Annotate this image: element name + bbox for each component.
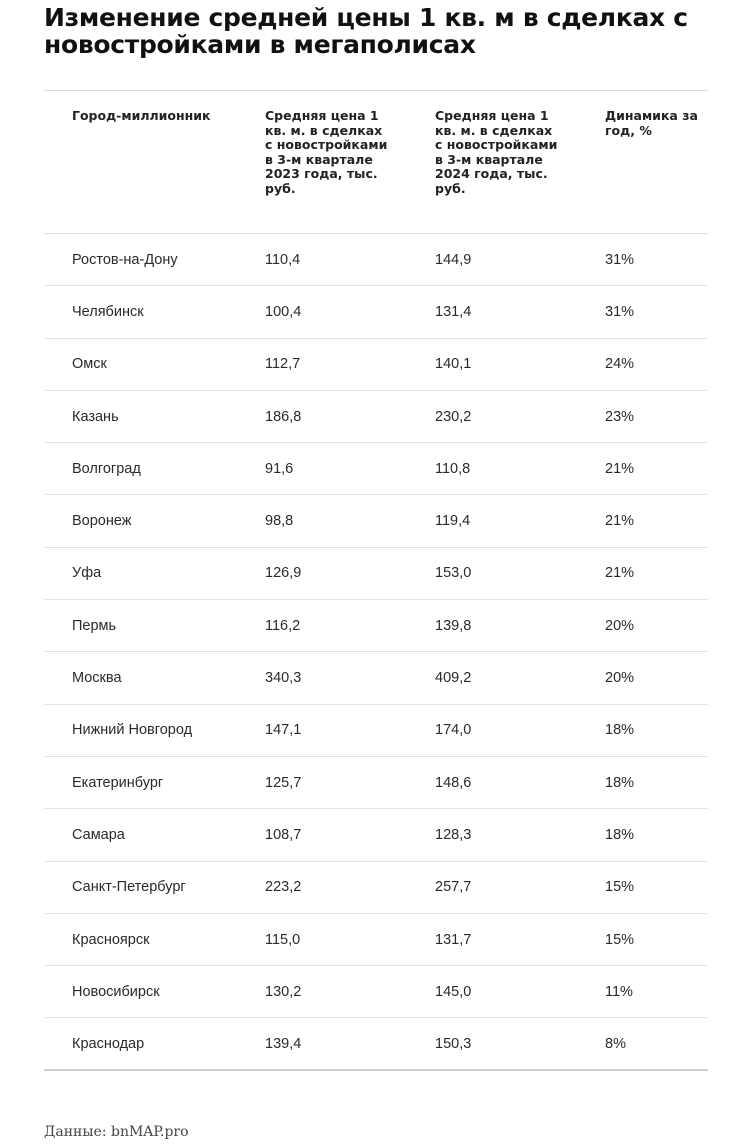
table-row <box>44 809 708 861</box>
table-row <box>44 391 708 443</box>
cell-price-2024: 150,3 <box>435 1035 472 1052</box>
table-row <box>44 1018 708 1070</box>
cell-dynamics: 11% <box>605 983 633 1000</box>
cell-dynamics: 15% <box>605 931 635 948</box>
cell-price-2023: 139,4 <box>265 1035 302 1052</box>
cell-dynamics: 24% <box>605 356 635 373</box>
cell-dynamics: 23% <box>605 408 635 425</box>
cell-price-2024: 257,7 <box>435 879 472 896</box>
table-row <box>44 286 708 338</box>
cell-price-2024: 409,2 <box>435 670 472 687</box>
cell-price-2024: 139,8 <box>435 617 472 634</box>
cell-price-2024: 140,1 <box>435 356 472 373</box>
table-row <box>44 495 708 547</box>
header-price-2024: Средняя цена 1 кв. м. в сделках с новостройками в 3-м квартале 2024 года, тыс. руб. <box>435 108 558 196</box>
cell-city: Красноярск <box>72 931 150 948</box>
cell-city: Пермь <box>72 617 117 634</box>
cell-price-2023: 223,2 <box>265 879 302 896</box>
header-city: Город-миллионник <box>72 108 211 123</box>
cell-price-2024: 144,9 <box>435 251 472 268</box>
header-price-2023: Средняя цена 1 кв. м. в сделках с новостройками в 3-м квартале 2023 года, тыс. руб. <box>265 108 388 196</box>
cell-city: Самара <box>72 826 125 843</box>
table-row <box>44 705 708 757</box>
cell-dynamics: 31% <box>605 251 635 268</box>
cell-city: Воронеж <box>72 513 132 530</box>
cell-price-2023: 112,7 <box>265 356 301 373</box>
table-row <box>44 234 708 286</box>
cell-city: Москва <box>72 670 122 687</box>
cell-dynamics: 18% <box>605 774 635 791</box>
cell-price-2024: 153,0 <box>435 565 472 582</box>
cell-price-2024: 119,4 <box>435 513 471 530</box>
cell-price-2023: 115,0 <box>265 931 301 948</box>
header-dynamics: Динамика за год, % <box>605 108 698 138</box>
cell-city: Челябинск <box>72 303 144 320</box>
price-table <box>44 90 708 1071</box>
cell-price-2023: 147,1 <box>265 722 302 739</box>
cell-price-2023: 116,2 <box>265 617 301 634</box>
cell-price-2023: 130,2 <box>265 983 302 1000</box>
cell-price-2024: 110,8 <box>435 460 471 477</box>
table-row <box>44 914 708 966</box>
cell-dynamics: 18% <box>605 722 635 739</box>
cell-city: Казань <box>72 408 119 425</box>
table-row <box>44 862 708 914</box>
cell-dynamics: 21% <box>605 513 635 530</box>
cell-city: Уфа <box>72 565 102 582</box>
data-source: Данные: bnMAP.pro <box>44 1124 189 1140</box>
cell-city: Нижний Новгород <box>72 722 193 739</box>
cell-price-2023: 186,8 <box>265 408 302 425</box>
cell-dynamics: 20% <box>605 670 635 687</box>
cell-price-2023: 340,3 <box>265 670 302 687</box>
cell-city: Омск <box>72 356 107 373</box>
cell-price-2023: 110,4 <box>265 251 301 268</box>
cell-price-2024: 131,7 <box>435 931 472 948</box>
cell-price-2024: 128,3 <box>435 826 472 843</box>
table-header <box>44 90 708 234</box>
table-body <box>44 234 708 1071</box>
table-row <box>44 652 708 704</box>
cell-dynamics: 21% <box>605 565 635 582</box>
page-title: Изменение средней цены 1 кв. м в сделках с новостройками в мегаполисах <box>44 3 688 59</box>
cell-price-2023: 98,8 <box>265 513 294 530</box>
table-row <box>44 339 708 391</box>
cell-dynamics: 31% <box>605 303 635 320</box>
cell-price-2024: 230,2 <box>435 408 472 425</box>
cell-dynamics: 18% <box>605 826 635 843</box>
cell-city: Санкт-Петербург <box>72 879 186 896</box>
cell-dynamics: 20% <box>605 617 635 634</box>
cell-price-2023: 125,7 <box>265 774 302 791</box>
cell-price-2024: 174,0 <box>435 722 472 739</box>
cell-dynamics: 8% <box>605 1035 626 1052</box>
cell-city: Екатеринбург <box>72 774 164 791</box>
cell-price-2024: 145,0 <box>435 983 472 1000</box>
cell-price-2023: 126,9 <box>265 565 302 582</box>
table-row <box>44 757 708 809</box>
cell-price-2024: 148,6 <box>435 774 472 791</box>
table-row <box>44 966 708 1018</box>
table-row <box>44 443 708 495</box>
cell-price-2023: 91,6 <box>265 460 294 477</box>
table-row <box>44 548 708 600</box>
cell-city: Краснодар <box>72 1035 145 1052</box>
cell-dynamics: 21% <box>605 460 635 477</box>
cell-city: Ростов-на-Дону <box>72 251 178 268</box>
cell-city: Новосибирск <box>72 983 160 1000</box>
cell-price-2024: 131,4 <box>435 303 472 320</box>
cell-price-2023: 108,7 <box>265 826 302 843</box>
cell-price-2023: 100,4 <box>265 303 302 320</box>
cell-dynamics: 15% <box>605 879 635 896</box>
table-row <box>44 600 708 652</box>
cell-city: Волгоград <box>72 460 141 477</box>
